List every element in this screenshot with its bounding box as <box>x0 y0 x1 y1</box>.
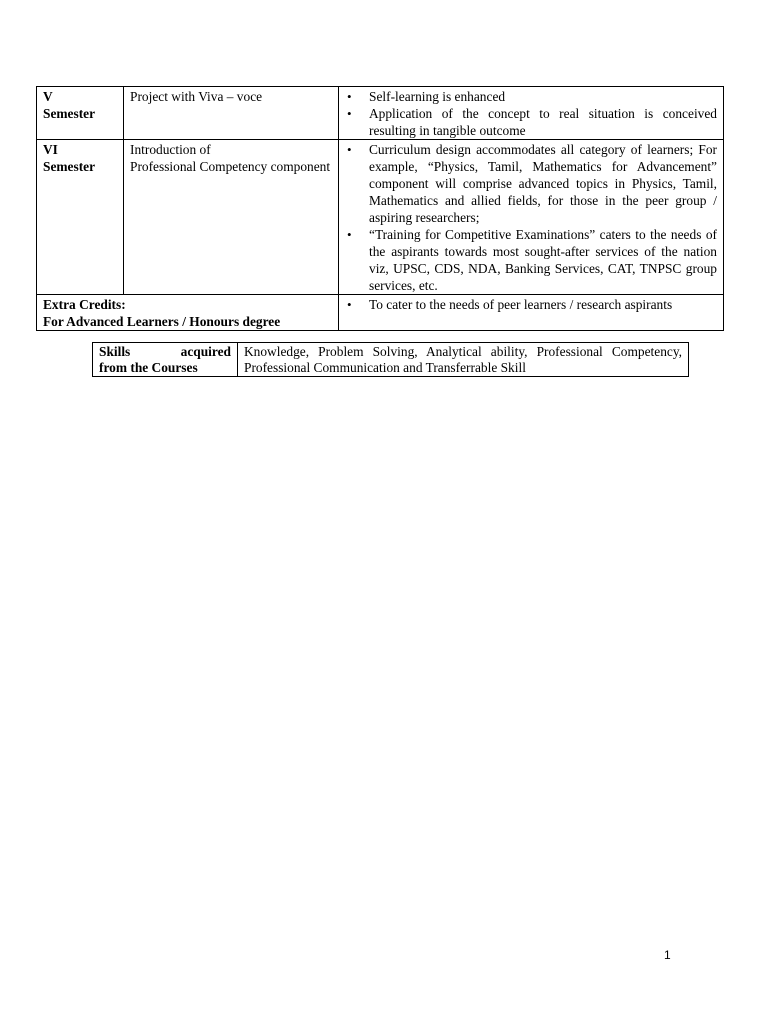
list-item: • Curriculum design accommodates all category of learners; For example, “Physics, Tamil, Mathematics for Advancement” component will comprise advanced topics in Physics, Tamil, Mathematics and allied fields, for those in the peer group / aspiring researchers; <box>345 141 717 226</box>
list-item: • Application of the concept to real situation is conceived resulting in tangible outcome <box>345 105 717 139</box>
skills-text-cell: Knowledge, Problem Solving, Analytical ability, Professional Competency, Professional Communication and Transferrable Skill <box>238 343 689 377</box>
list-item: • “Training for Competitive Examinations” caters to the needs of the aspirants towards most sought-after services of the nation viz, UPSC, CDS, NDA, Banking Services, CAT, TNPSC group services, etc. <box>345 226 717 294</box>
component-text: Introduction of <box>130 142 211 157</box>
skills-label-line: from the Courses <box>99 360 198 375</box>
outcomes-cell <box>339 295 724 331</box>
semester-number: V <box>43 89 53 104</box>
table-row <box>37 87 724 140</box>
skills-label-line: Skills acquired <box>99 344 231 359</box>
component-cell <box>124 140 339 295</box>
list-item: • To cater to the needs of peer learners / research aspirants <box>345 296 717 313</box>
skills-table <box>92 342 689 377</box>
component-cell <box>124 87 339 140</box>
semester-number: VI <box>43 142 58 157</box>
extra-credits-cell <box>37 295 339 331</box>
list-item: • Self-learning is enhanced <box>345 88 717 105</box>
component-text: Project with Viva – voce <box>130 89 263 104</box>
table-row <box>93 343 689 377</box>
semester-cell <box>37 87 124 140</box>
table-row <box>37 295 724 331</box>
table-row <box>37 140 724 295</box>
semester-label: Semester <box>43 106 96 121</box>
extra-credits-subtitle: For Advanced Learners / Honours degree <box>43 314 281 329</box>
skills-label-cell <box>93 343 238 377</box>
outcomes-cell <box>339 140 724 295</box>
outcomes-cell <box>339 87 724 140</box>
component-text: Professional Competency component <box>130 159 331 174</box>
page-number: 1 <box>664 948 671 962</box>
extra-credits-title: Extra Credits: <box>43 297 126 312</box>
semester-outcomes-table <box>36 86 724 331</box>
semester-label: Semester <box>43 159 96 174</box>
semester-cell <box>37 140 124 295</box>
